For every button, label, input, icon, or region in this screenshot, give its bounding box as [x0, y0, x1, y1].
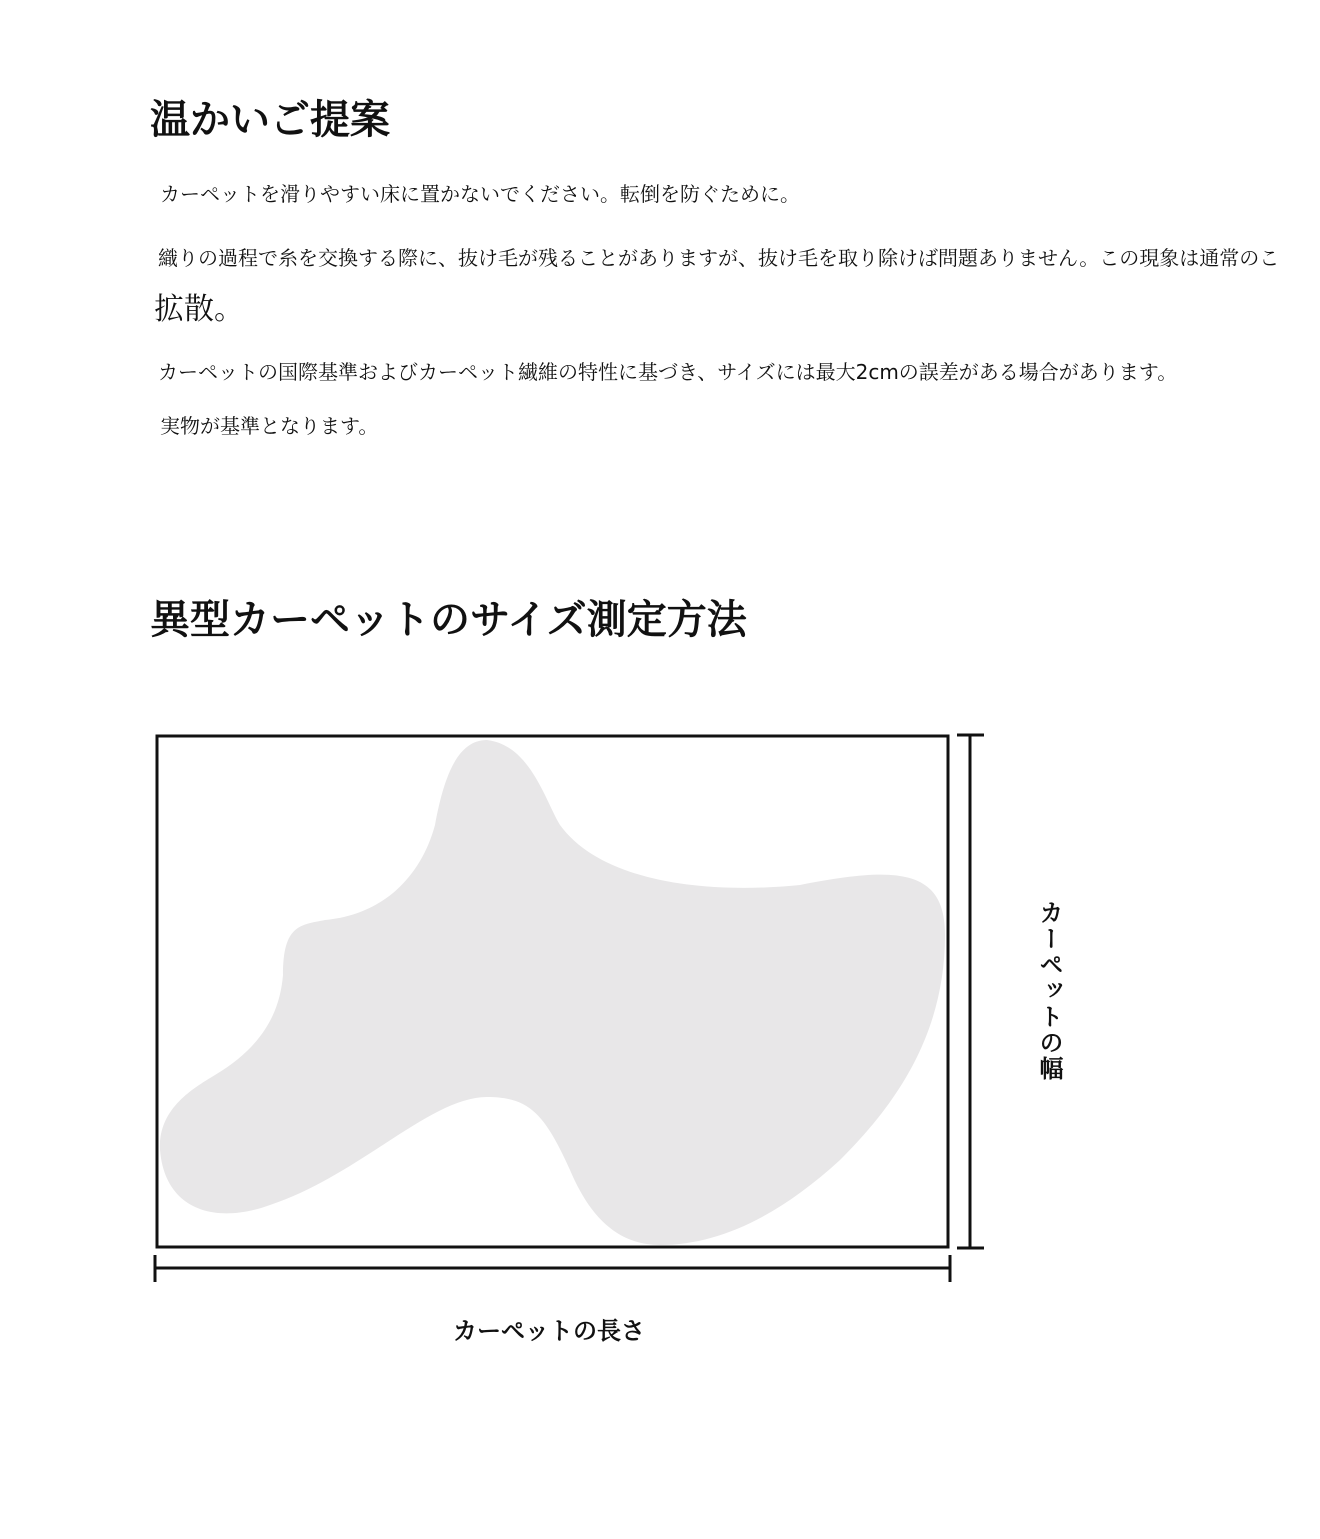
length-dimension-line [155, 1255, 950, 1282]
width-label: カーペットの幅 [1035, 900, 1063, 1082]
tip-2: 織りの過程で糸を交換する際に、抜け毛が残ることがありますが、抜け毛を取り除けば問題ありません。この現象は通常のこ [158, 246, 1280, 270]
length-label: カーペットの長さ [453, 1317, 645, 1345]
tips-title: 温かいご提案 [150, 97, 390, 143]
tip-4: 実物が基準となります。 [160, 414, 379, 438]
width-dimension-line [957, 735, 984, 1248]
measure-title: 異型カーペットのサイズ測定方法 [150, 597, 747, 643]
tip-3: カーペットの国際基準およびカーペット繊維の特性に基づき、サイズには最大2cmの誤差がある場合があります。 [158, 360, 1178, 384]
irregular-carpet-shape [160, 740, 945, 1245]
tip-2-continued: 拡散。 [154, 292, 244, 327]
tip-1: カーペットを滑りやすい床に置かないでください。転倒を防ぐために。 [160, 182, 800, 206]
